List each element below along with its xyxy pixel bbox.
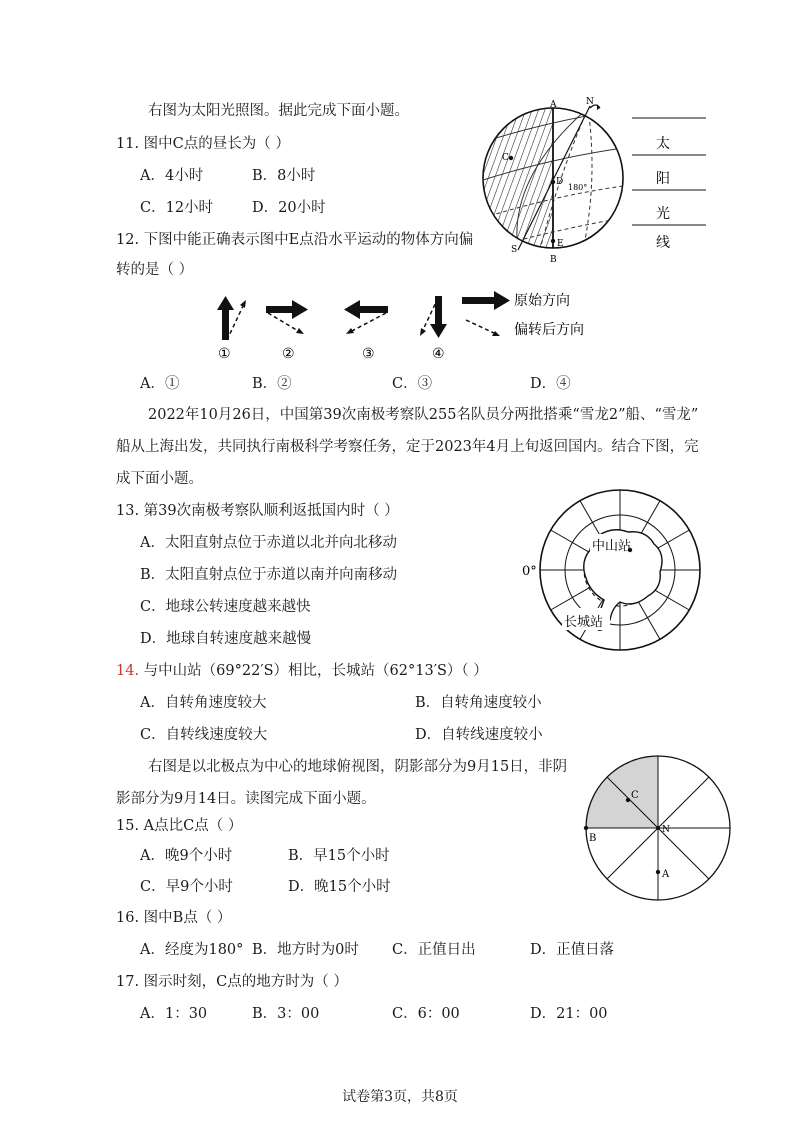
question-11 <box>116 134 290 154</box>
antarctic-map-figure <box>520 488 720 658</box>
q11-option-b[interactable]: B．8小时 <box>252 168 316 184</box>
question-15 <box>116 816 242 836</box>
q15-number: 15. <box>116 818 140 834</box>
sunlight-char-3: 光 <box>656 206 670 222</box>
night-side <box>478 100 553 260</box>
sunlight-char-1: 太 <box>656 136 670 152</box>
label-zhongshan: 中山站 <box>592 539 632 554</box>
label-n: N <box>586 97 594 107</box>
label-changcheng: 长城站 <box>564 615 604 630</box>
intro-antarctic-line3: 成下面小题。 <box>116 471 203 487</box>
q15-option-c[interactable]: C．早9个小时 <box>140 879 233 895</box>
page-footer: 试卷第3页，共8页 <box>342 1089 458 1105</box>
label-d: D <box>556 177 564 187</box>
intro-antarctic-line2: 船从上海出发，共同执行南极科学考察任务，定于2023年4月上旬返回国内。结合下图，完 <box>116 439 699 455</box>
arrow-option-3 <box>344 300 388 362</box>
label-n-polar: N <box>662 825 670 835</box>
arrow-option-4 <box>420 296 447 362</box>
q15-text: A点比C点（ ） <box>143 818 243 834</box>
sunlight-char-2: 阳 <box>656 171 670 187</box>
question-13 <box>116 501 399 521</box>
q11-option-c[interactable]: C．12小时 <box>140 200 214 216</box>
q14-number: 14. <box>116 663 140 679</box>
arrow-option-2 <box>266 300 308 362</box>
q12-text-line1: 下图中能正确表示图中E点沿水平运动的物体方向偏 <box>143 232 474 248</box>
polar-view-figure <box>580 756 740 904</box>
svg-text:②: ② <box>282 346 295 362</box>
q13-option-b[interactable]: B．太阳直射点位于赤道以南并向南移动 <box>140 567 398 583</box>
label-c-polar: C <box>631 790 639 801</box>
q13-option-d[interactable]: D．地球自转速度越来越慢 <box>140 631 312 647</box>
svg-text:①: ① <box>218 346 231 362</box>
q17-option-a[interactable]: A．1：30 <box>140 1006 208 1022</box>
q17-option-d[interactable]: D．21：00 <box>530 1006 608 1022</box>
q11-text: 图中C点的昼长为（ ） <box>143 136 290 152</box>
q14-text: 与中山站（69°22′S）相比，长城站（62°13′S）（ ） <box>143 663 488 679</box>
intro-polar-line1: 右图是以北极点为中心的地球俯视图，阴影部分为9月15日，非阴 <box>148 759 568 775</box>
intro-antarctic-line1: 2022年10月26日，中国第39次南极考察队255名队员分两批搭乘“雪龙2”船、“雪龙” <box>148 407 699 423</box>
question-16 <box>116 908 231 928</box>
q17-text: 图示时刻，C点的地方时为（ ） <box>143 974 348 990</box>
q11-option-d[interactable]: D．20小时 <box>252 200 326 216</box>
deflection-arrow-figure <box>200 288 620 368</box>
q15-option-d[interactable]: D．晚15个小时 <box>288 879 391 895</box>
label-s: S <box>511 245 518 255</box>
label-a: A <box>550 100 557 110</box>
q16-number: 16. <box>116 910 140 926</box>
arrow-option-1 <box>217 296 246 362</box>
q12-number: 12. <box>116 232 140 248</box>
intro-polar-line2: 影部分为9月14日。读图完成下面小题。 <box>116 791 376 807</box>
q13-option-a[interactable]: A．太阳直射点位于赤道以北并向北移动 <box>140 535 397 551</box>
label-a-polar: A <box>662 869 670 880</box>
arrow-legend <box>462 291 584 338</box>
q16-option-b[interactable]: B．地方时为0时 <box>252 942 359 958</box>
legend-original: 原始方向 <box>514 293 570 309</box>
q13-number: 13. <box>116 503 140 519</box>
q15-option-b[interactable]: B．早15个小时 <box>288 848 390 864</box>
label-180: 180° <box>568 183 588 192</box>
question-14 <box>116 661 488 681</box>
q17-option-b[interactable]: B．3：00 <box>252 1006 320 1022</box>
q16-text: 图中B点（ ） <box>143 910 232 926</box>
q13-option-c[interactable]: C．地球公转速度越来越快 <box>140 599 311 615</box>
q14-option-c[interactable]: C．自转线速度较大 <box>140 727 268 743</box>
q14-option-d[interactable]: D．自转线速度较小 <box>415 727 543 743</box>
q17-number: 17. <box>116 974 140 990</box>
q12-option-a[interactable]: A．① <box>140 376 180 392</box>
q13-text: 第39次南极考察队顺利返抵国内时（ ） <box>143 503 399 519</box>
label-e: E <box>557 239 564 249</box>
q12-option-d[interactable]: D．④ <box>530 376 571 392</box>
question-17 <box>116 972 348 992</box>
sunlight-char-4: 线 <box>656 235 670 251</box>
q12-text-line2: 转的是（ ） <box>116 262 194 278</box>
q12-option-b[interactable]: B．② <box>252 376 292 392</box>
q15-option-a[interactable]: A．晚9个小时 <box>140 848 233 864</box>
q17-option-c[interactable]: C．6：00 <box>392 1006 460 1022</box>
label-b: B <box>550 255 557 265</box>
legend-deflected: 偏转后方向 <box>514 322 584 338</box>
question-12 <box>116 230 473 250</box>
q14-option-a[interactable]: A．自转角速度较大 <box>140 695 267 711</box>
q14-option-b[interactable]: B．自转角速度较小 <box>415 695 542 711</box>
sunlight-rays <box>628 100 710 250</box>
intro-sun: 右图为太阳光照图。据此完成下面小题。 <box>148 103 409 119</box>
q16-option-c[interactable]: C．正值日出 <box>392 942 476 958</box>
q12-option-c[interactable]: C．③ <box>392 376 433 392</box>
q16-option-d[interactable]: D．正值日落 <box>530 942 615 958</box>
q11-option-a[interactable]: A．4小时 <box>140 168 204 184</box>
q16-option-a[interactable]: A．经度为180° <box>140 942 244 958</box>
label-zero-degree: 0° <box>522 564 537 579</box>
svg-text:③: ③ <box>362 346 375 362</box>
label-b-polar: B <box>589 833 597 844</box>
svg-text:④: ④ <box>432 346 445 362</box>
label-c: C <box>502 153 509 163</box>
q11-number: 11. <box>116 136 140 152</box>
